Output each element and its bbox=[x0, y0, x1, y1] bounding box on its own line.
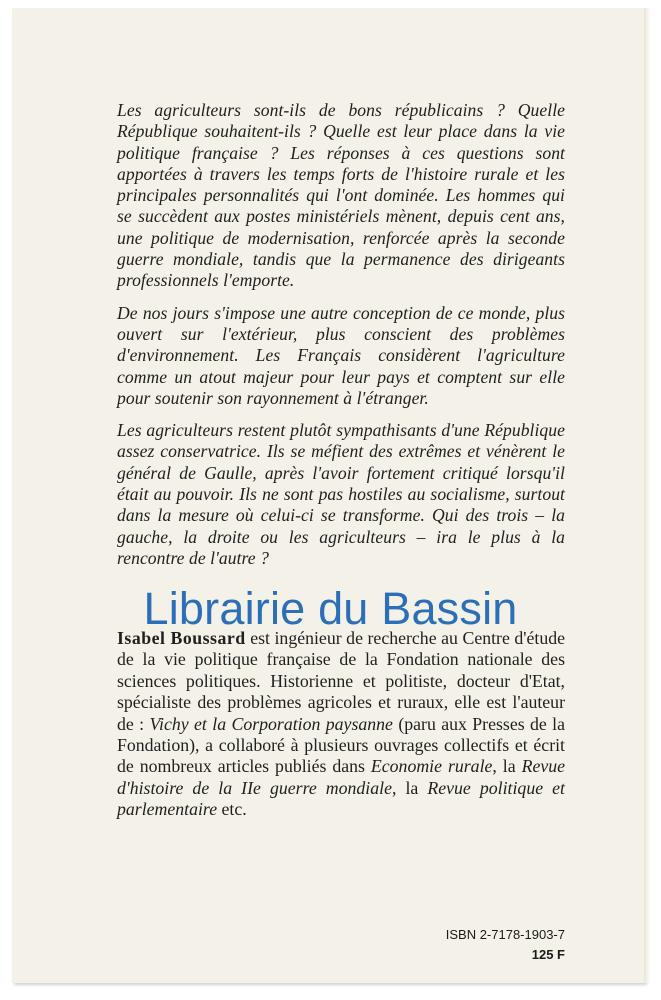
blurb-paragraph-3: Les agriculteurs restent plutôt sympathisants d'une République assez conservatrice. Ils se méfient des extrêmes et vénèrent le général de Gaulle, après l'avoir fortement critiqué lorsqu'il était au pouvoir. Ils ne sont pas hostiles au socialisme, surtout dans la mesure où celui-ci se transforme. Qui des trois – la gauche, la droite ou les agriculteurs – ira le plus à la rencontre de l'autre ? bbox=[117, 420, 565, 568]
blurb-paragraph-2: De nos jours s'impose une autre conception de ce monde, plus ouvert sur l'extérieur, plus conscient des problèmes d'environnement. Les Français considèrent l'agriculture comme un atout majeur pour leur pays et comptent sur elle pour soutenir son rayonnement à l'étranger. bbox=[117, 302, 565, 408]
page-edge bbox=[644, 8, 650, 983]
price: 125 F bbox=[531, 947, 565, 962]
author-bio bbox=[117, 628, 565, 821]
watermark-text: Librairie du Bassin bbox=[143, 583, 518, 634]
bio-text: (paru aux Presses de la Fondation), a collaboré à plusieurs ouvrages collectifs et écrit de nombreux articles publiés dans bbox=[117, 713, 566, 777]
bio-text: , la bbox=[391, 777, 428, 798]
author-name: Isabel Boussard bbox=[117, 628, 246, 648]
bio-text: , la bbox=[492, 756, 522, 777]
bio-text: est ingénieur de recherche au Centre d'étude de la vie politique française de la Fondation nationale des sciences politiques. Historienne et politiste, docteur d'Etat, spécialiste des problèmes agricoles et ruraux, elle est l'auteur de : bbox=[117, 628, 565, 734]
blurb-paragraph-1: Les agriculteurs sont-ils de bons républicains ? Quelle République souhaitent-ils ? Quelle est leur place dans la vie politique française ? Les réponses à ces questions sont apportées à travers les temps forts de l'histoire rurale et les principales personnalités qui l'ont dominée. Les hommes qui se succèdent aux postes ministériels mènent, depuis cent ans, une politique de modernisation, renforcée après la seconde guerre mondiale, tandis que la permanence des dirigeants professionnels l'emporte. bbox=[117, 100, 565, 291]
bio-title: Economie rurale bbox=[370, 756, 493, 777]
isbn: ISBN 2-7178-1903-7 bbox=[445, 927, 565, 942]
bio-title: Revue d'histoire de la IIe guerre mondiale bbox=[117, 756, 566, 798]
bio-title: Revue politique et parlementaire bbox=[117, 777, 565, 820]
bio-text: etc. bbox=[217, 799, 247, 820]
bio-title: Vichy et la Corporation paysanne bbox=[149, 713, 393, 734]
blurb bbox=[117, 100, 565, 580]
